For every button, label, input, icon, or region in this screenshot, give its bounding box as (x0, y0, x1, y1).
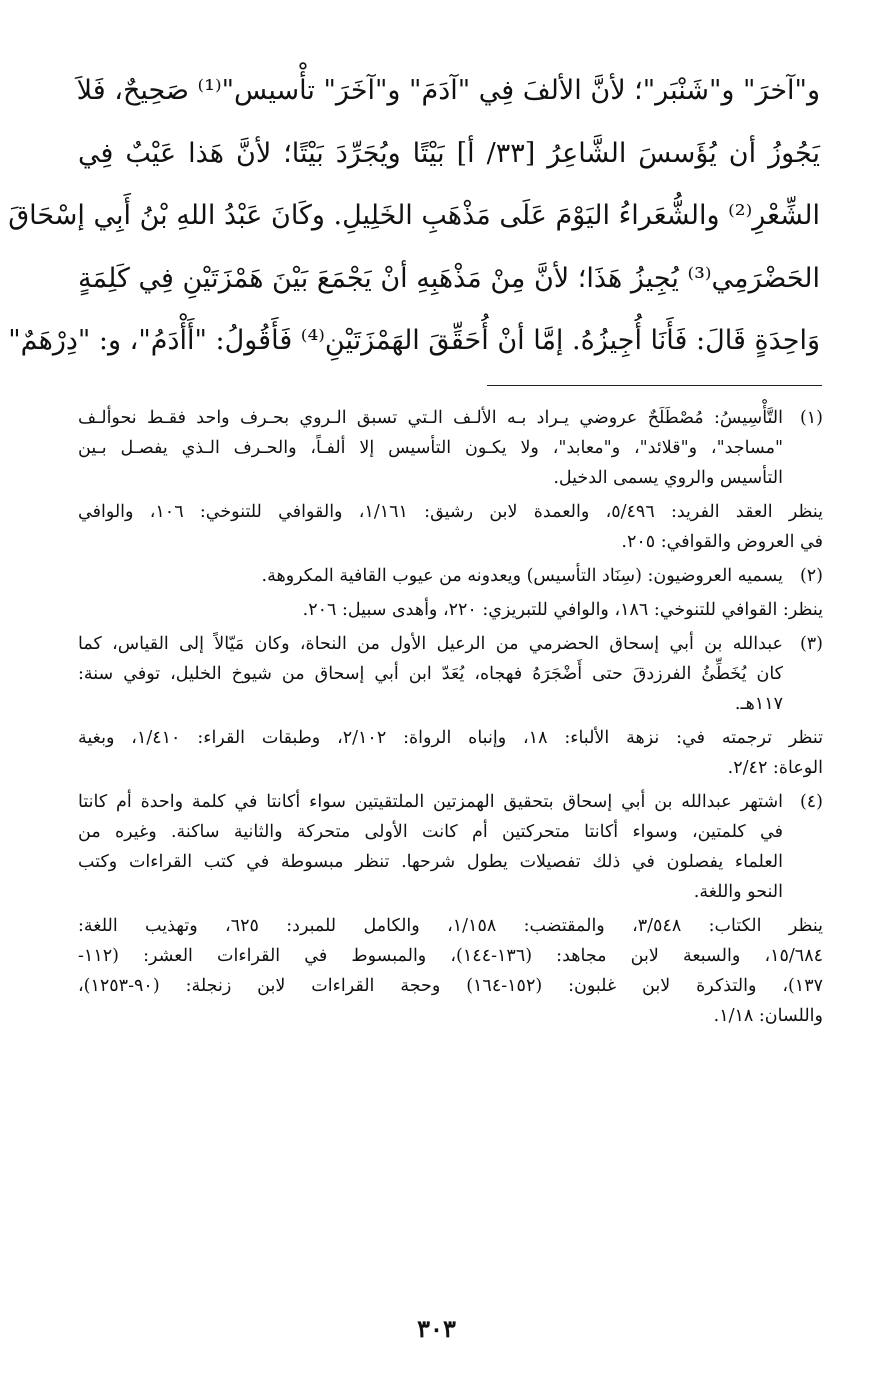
footnote-line: عبدالله بن أبي إسحاق الحضرمي من الرعيل الأول من النحاة، وكان مَيّالاً إلى القياس، كما (78, 634, 783, 654)
footnote-body (78, 787, 783, 907)
footnote-line: يسميه العروضيون: (سِنَاد التأسيس) ويعدونه من عيوب القافية المكروهة. (261, 566, 783, 586)
reference-line: ينظر العقد الفريد: ٥/٤٩٦، والعمدة لابن رشيق: ١/١٦١، والقوافي للتنوخي: ١٠٦، والوافي (78, 502, 823, 522)
footnotes (78, 403, 823, 1035)
reference-line: ينظر الكتاب: ٣/٥٤٨، والمقتضب: ١/١٥٨، والكامل للمبرد: ٦٢٥، وتهذيب اللغة: (78, 916, 823, 936)
footnote-references (78, 723, 823, 783)
footnote-line: التأسيس والروي يسمى الدخيل. (553, 468, 783, 488)
footnote-1 (78, 403, 823, 493)
reference-line: ينظر: القوافي للتنوخي: ١٨٦، والوافي للتبريزي: ٢٢٠، وأهدى سبيل: ٢٠٦. (302, 600, 823, 620)
main-text (8, 60, 821, 373)
reference-line: ١٣٧)، والتذكرة لابن غلبون: (١٥٢-١٦٤) وحجة القراءات لابن زنجلة: (٩٠-١٢٥٣)، (78, 976, 823, 996)
reference-line: الوعاة: ٢/٤٢. (727, 758, 823, 778)
footnote-line: النحو واللغة. (693, 882, 783, 902)
main-text-line: يَجُوزُ أن يُؤَسسَ الشَّاعِرُ [٣٣/ أ] بَيْتًا ويُجَرِّدَ بَيْتًا؛ لأنَّ هَذا عَيْبٌ فِي (78, 137, 821, 169)
footnote-line: العلماء يفصلون في ذلك تفصيلات يطول شرحها. تنظر مبسوطة في كتب القراءات وكتب (78, 852, 783, 872)
main-text-line: وَاحِدَةٍ قَالَ: فَأَنَا أُجِيزُهُ. إمَّا أنْ أُحَقِّقَ الهَمْزَتَيْنِ⁽⁴⁾ فَأَقُولُ: "أَأْدَمُ"، و: "دِرْهَمٌ" (8, 325, 820, 356)
main-text-line: الشِّعْرِ⁽²⁾ والشُّعَراءُ اليَوْمَ عَلَى مَذْهَبِ الخَلِيلِ. وكَانَ عَبْدُ اللهِ بْنُ أَبِي إسْحَاقَ (8, 200, 820, 231)
footnote-3 (78, 629, 823, 719)
footnote-references (78, 595, 823, 625)
footnote-body (78, 403, 783, 493)
footnote-line: كان يُخَطِّئُ الفرزدقَ حتى أَضْجَرَهُ فهجاه، يُعَدّ ابن أبي إسحاق من شيوخ الخليل، توفي سنة: (78, 664, 783, 684)
footnote-line: "مساجد"، و"قلائد"، و"معابد"، ولا يكـون التأسيس إلا ألفـاً، والحـرف الـذي يفصـل بـين (78, 438, 783, 458)
footnote-line: اشتهر عبدالله بن أبي إسحاق بتحقيق الهمزتين الملتقيتين سواء أكانتا في كلمة واحدة أم كانتا (78, 792, 783, 812)
main-text-line: الحَضْرَمِي⁽³⁾ يُجِيزُ هَذَا؛ لأنَّ مِنْ مَذْهَبِهِ أنْ يَجْمَعَ بَيْنَ هَمْزَتَيْنِ فِي كَلِمَةٍ (78, 262, 820, 294)
footnote-number: (١) (799, 408, 823, 428)
footnote-separator (487, 385, 822, 386)
footnote-number: (٤) (799, 792, 823, 812)
reference-line: في العروض والقوافي: ٢٠٥. (621, 532, 823, 552)
footnote-number: (٣) (799, 634, 823, 654)
footnote-2 (78, 561, 823, 591)
footnote-line: ١١٧هـ. (734, 694, 783, 714)
footnote-references (78, 911, 823, 1031)
footnote-references (78, 497, 823, 557)
reference-line: واللسان: ١/١٨. (713, 1006, 823, 1026)
footnote-line: التَّأْسِيسُ: مُصْطَلَحٌ عروضي يـراد بـه الألـف الـتي تسبق الـروي بحـرف واحد فقـط نحوألـف (78, 408, 783, 428)
reference-line: تنظر ترجمته في: نزهة الألباء: ١٨، وإنباه الرواة: ٢/١٠٢، وطبقات القراء: ١/٤١٠، وبغية (78, 728, 824, 748)
footnote-4 (78, 787, 823, 907)
page-number: ٣٠٣ (417, 1314, 456, 1343)
footnote-body (78, 629, 783, 719)
main-text-line: و"آخرَ" و"شَنْبَر"؛ لأنَّ الألفَ فِي "آدَمَ" و"آخَرَ" تأْسيس"⁽¹⁾ صَحِيحٌ، فَلاَ (76, 75, 820, 106)
reference-line: ١٥/٦٨٤، والسبعة لابن مجاهد: (١٣٦-١٤٤)، والمبسوط في القراءات العشر: (١١٢- (78, 946, 823, 966)
footnote-line: في كلمتين، وسواء أكانتا متحركتين أم كانت الأولى متحركة والثانية ساكنة. وغيره من (78, 822, 783, 842)
footnote-number: (٢) (799, 566, 823, 586)
footnote-body (78, 561, 783, 591)
